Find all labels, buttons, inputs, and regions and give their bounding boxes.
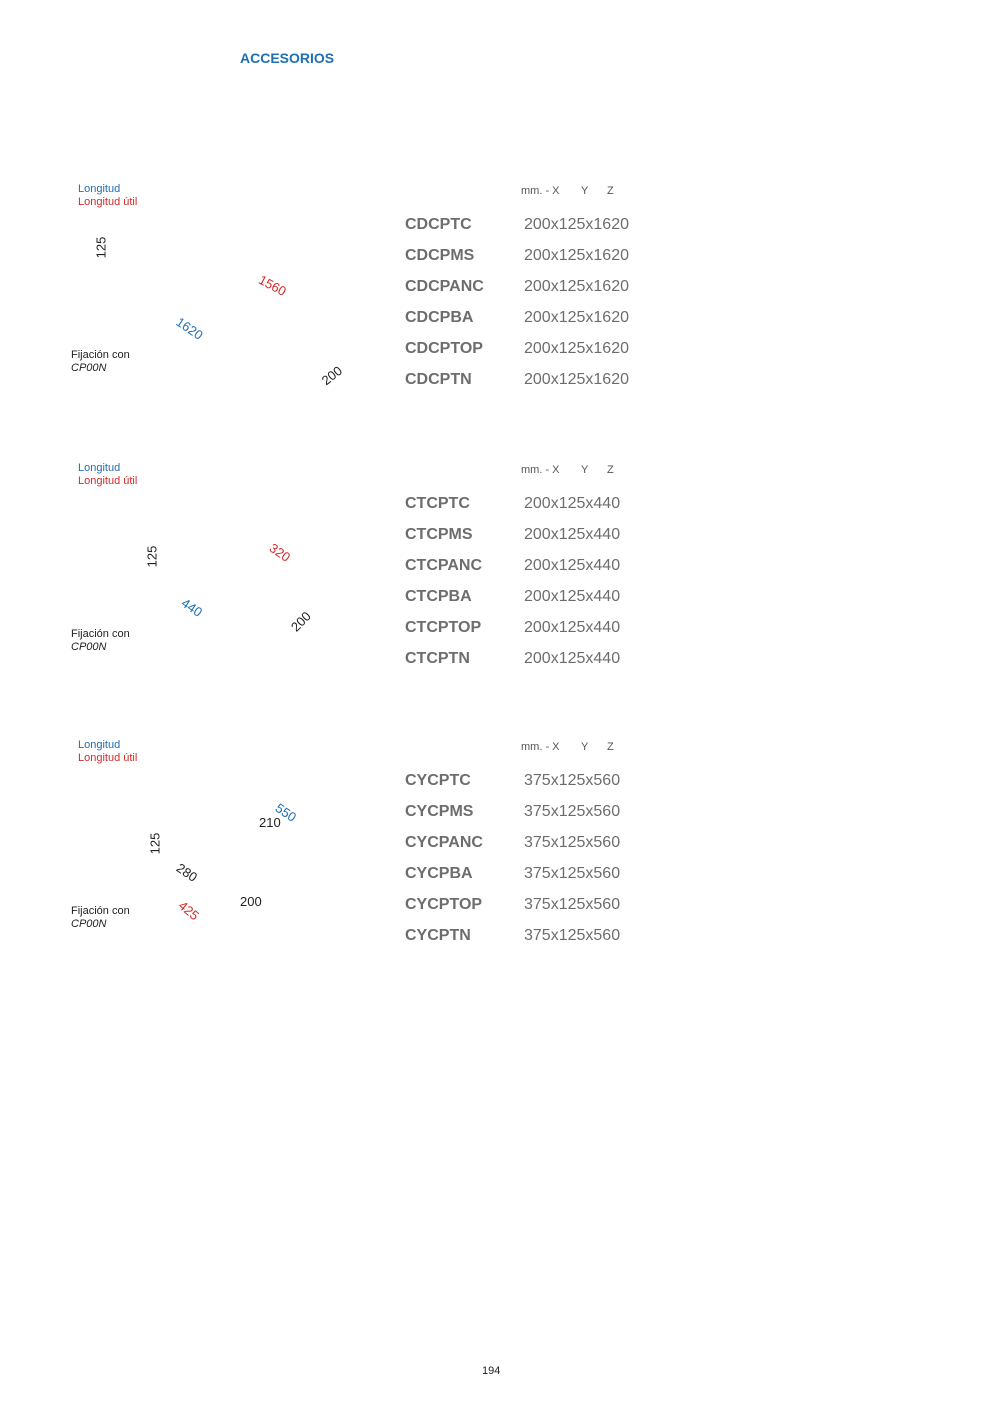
product-code: CTCPBA [405, 588, 472, 605]
page-number: 194 [482, 1365, 501, 1377]
product-code: CYCPMS [405, 803, 474, 820]
product-code: CYCPTOP [405, 896, 483, 913]
dim-length: 550 [272, 800, 300, 825]
header-y: Y [581, 464, 589, 476]
product-code: CDCPBA [405, 309, 474, 326]
product-code: CTCPTOP [405, 619, 482, 636]
product-size: 375x125x560 [524, 896, 621, 913]
dim-inner: 210 [259, 815, 281, 830]
product-size: 200x125x1620 [524, 340, 629, 357]
dim-length: 440 [178, 595, 206, 620]
header-z: Z [607, 464, 614, 476]
dim-height: 125 [93, 236, 109, 259]
header-unit-x: mm. - X [521, 185, 560, 197]
product-size: 375x125x560 [524, 927, 621, 944]
product-size: 200x125x440 [524, 495, 621, 512]
product-code: CTCPTC [405, 495, 470, 512]
product-code: CDCPMS [405, 247, 475, 264]
fixing-note [71, 905, 130, 931]
product-size: 200x125x1620 [524, 371, 629, 388]
product-size: 375x125x560 [524, 772, 621, 789]
product-size: 375x125x560 [524, 834, 621, 851]
fixing-part: CP00N [71, 918, 107, 930]
product-size: 200x125x1620 [524, 247, 629, 264]
product-code: CYCPBA [405, 865, 473, 882]
fixing-label: Fijación con [71, 349, 130, 361]
table-header [521, 741, 631, 755]
product-size: 200x125x440 [524, 557, 621, 574]
table-header [521, 464, 631, 478]
page-title: ACCESORIOS [240, 50, 335, 66]
header-z: Z [607, 741, 614, 753]
dim-useful-length: 320 [266, 540, 294, 565]
dim-side: 280 [173, 860, 201, 885]
legend-useful-length: Longitud útil [78, 196, 138, 208]
header-y: Y [581, 185, 589, 197]
product-code: CDCPTC [405, 216, 472, 233]
product-code: CTCPANC [405, 557, 483, 574]
fixing-part: CP00N [71, 641, 107, 653]
fixing-note [71, 628, 130, 654]
fixing-part: CP00N [71, 362, 107, 374]
dim-width: 200 [318, 362, 346, 389]
product-size: 200x125x1620 [524, 278, 629, 295]
legend-length: Longitud [78, 739, 121, 751]
header-z: Z [607, 185, 614, 197]
fixing-label: Fijación con [71, 628, 130, 640]
product-code: CTCPMS [405, 526, 473, 543]
product-code: CYCPTN [405, 927, 471, 944]
product-code: CDCPANC [405, 278, 484, 295]
product-code: CDCPTOP [405, 340, 483, 357]
product-code: CDCPTN [405, 371, 472, 388]
dim-width: 200 [240, 894, 262, 909]
product-code: CTCPTN [405, 650, 470, 667]
dim-useful-length: 425 [175, 897, 202, 924]
product-code: CYCPANC [405, 834, 483, 851]
dim-useful-length: 1560 [256, 272, 289, 299]
legend-length: Longitud [78, 462, 121, 474]
header-unit-x: mm. - X [521, 741, 560, 753]
product-size: 375x125x560 [524, 803, 621, 820]
product-size: 200x125x1620 [524, 216, 629, 233]
dim-height: 125 [144, 545, 160, 568]
product-size: 200x125x440 [524, 650, 621, 667]
product-size: 200x125x440 [524, 526, 621, 543]
product-code: CYCPTC [405, 772, 471, 789]
header-y: Y [581, 741, 589, 753]
fixing-note [71, 349, 130, 375]
legend-useful-length: Longitud útil [78, 752, 138, 764]
header-unit-x: mm. - X [521, 464, 560, 476]
legend-useful-length: Longitud útil [78, 475, 138, 487]
fixing-label: Fijación con [71, 905, 130, 917]
table-header [521, 185, 631, 199]
dim-height: 125 [147, 832, 163, 855]
dim-length: 1620 [173, 314, 206, 343]
product-size: 375x125x560 [524, 865, 621, 882]
dim-width: 200 [287, 608, 314, 635]
product-size: 200x125x1620 [524, 309, 629, 326]
product-size: 200x125x440 [524, 588, 621, 605]
product-size: 200x125x440 [524, 619, 621, 636]
legend-length: Longitud [78, 183, 121, 195]
